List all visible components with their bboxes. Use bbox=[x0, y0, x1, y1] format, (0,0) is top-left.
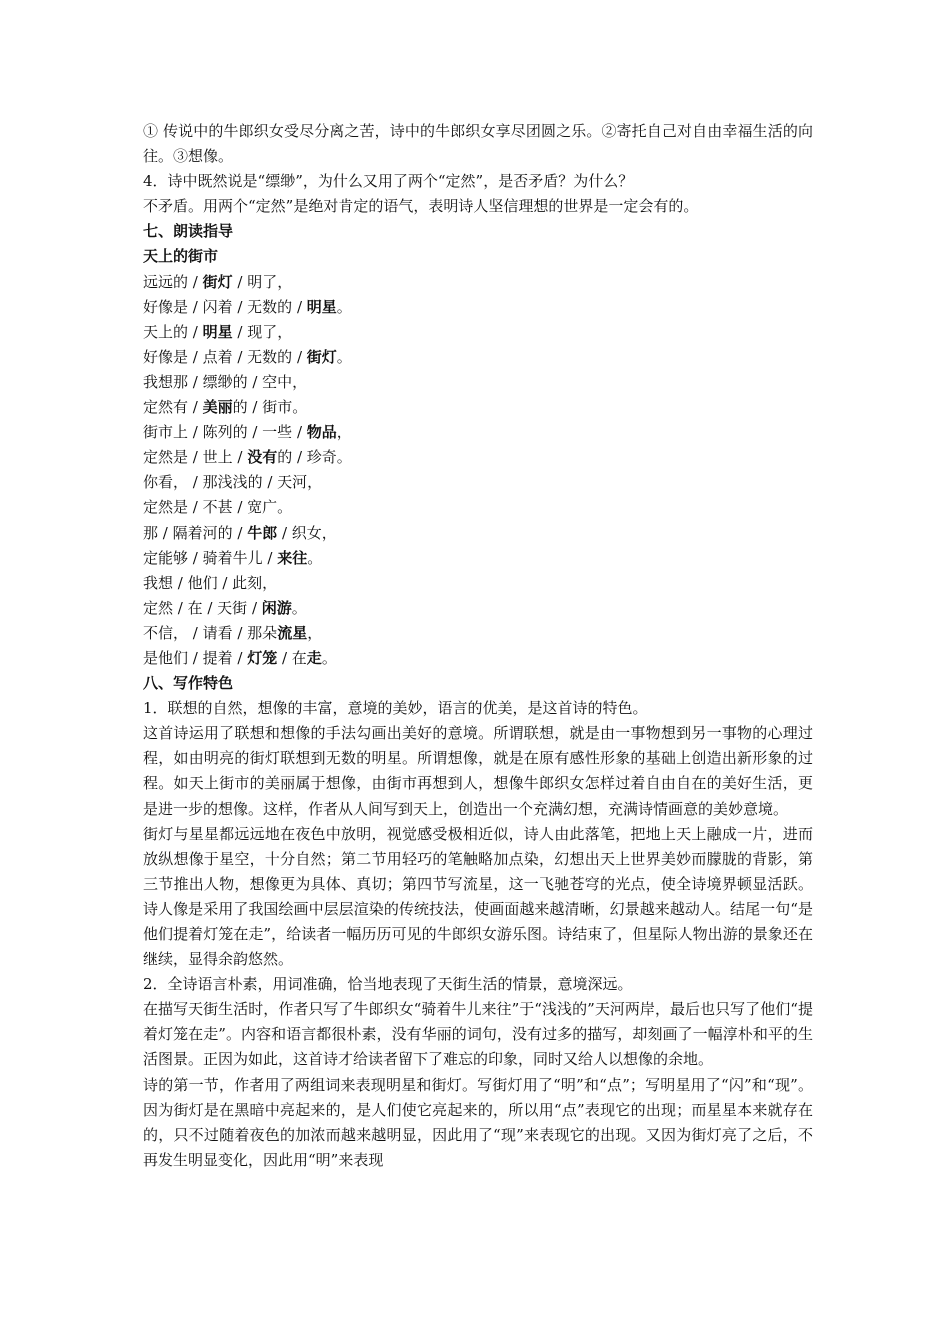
poem-line bbox=[143, 571, 813, 596]
poem-line bbox=[143, 521, 813, 546]
feature-point-2: 2．全诗语言朴素，用词准确，恰当地表现了天街生活的情景，意境深远。 bbox=[143, 975, 633, 994]
poem-emphasis-word: 美丽 bbox=[202, 398, 233, 417]
poem-text-segment: ， bbox=[336, 423, 352, 442]
poem-text-segment: 街市上 / 陈列的 / 一些 / bbox=[143, 423, 307, 442]
poem-line bbox=[143, 646, 813, 671]
feature-paragraph-3: 在描写天街生活时，作者只写了牛郎织女“骑着牛儿来往”于“浅浅的”天河两岸，最后也只写了他们“提着灯笼在走”。内容和语言都很朴素，没有华丽的词句，没有过多的描写，却刻画了一幅淳朴和平的生活图景。正因为如此，这首诗才给读者留下了难忘的印象，同时又给人以想像的余地。 bbox=[143, 1000, 813, 1069]
poem-emphasis-word: 流星 bbox=[277, 623, 308, 642]
answer-4-text: 不矛盾。用两个“定然”是绝对肯定的语气，表明诗人坚信理想的世界是一定会有的。 bbox=[143, 197, 699, 216]
poem-line bbox=[143, 320, 813, 345]
document-body bbox=[143, 119, 813, 1173]
poem-text-segment: 定然 / 在 / 天街 / bbox=[143, 598, 262, 617]
poem-text-segment: 我想 / 他们 / 此刻， bbox=[143, 573, 278, 592]
section-7-heading: 七、朗读指导 bbox=[143, 222, 234, 241]
poem-line bbox=[143, 370, 813, 395]
poem-line bbox=[143, 295, 813, 320]
poem-line bbox=[143, 621, 813, 646]
poem-emphasis-word: 没有 bbox=[247, 448, 278, 467]
poem-text-segment: 好像是 / 点着 / 无数的 / bbox=[143, 347, 307, 366]
poem-text-segment: / 织女， bbox=[277, 523, 337, 542]
poem-emphasis-word: 来往 bbox=[277, 548, 308, 567]
poem-text-segment: 定然是 / 世上 / bbox=[143, 448, 248, 467]
poem-text-segment: / 明了， bbox=[232, 272, 293, 291]
poem-line bbox=[143, 495, 813, 520]
poem-emphasis-word: 物品 bbox=[306, 423, 337, 442]
poem-emphasis-word: 街灯 bbox=[202, 272, 233, 291]
poem-text-segment: 。 bbox=[336, 347, 352, 366]
poem-text-segment: 天上的 / bbox=[143, 322, 203, 341]
poem-text-segment: 。 bbox=[291, 598, 307, 617]
poem-text-segment: 定能够 / 骑着牛儿 / bbox=[143, 548, 278, 567]
poem-emphasis-word: 街灯 bbox=[306, 347, 337, 366]
poem-text-segment: 好像是 / 闪着 / 无数的 / bbox=[143, 297, 307, 316]
poem-line bbox=[143, 420, 813, 445]
question-4-text: 4．诗中既然说是“缥缈”，为什么又用了两个“定然”，是否矛盾？为什么？ bbox=[143, 172, 634, 191]
poem-text-segment: ， bbox=[307, 623, 323, 642]
poem-text-segment: 不信， / 请看 / 那朵 bbox=[143, 623, 278, 642]
poem-emphasis-word: 牛郎 bbox=[247, 523, 278, 542]
poem-text-segment: 定然有 / bbox=[143, 398, 203, 417]
poem-text-segment: 你看， / 那浅浅的 / 天河， bbox=[143, 473, 323, 492]
poem-line bbox=[143, 345, 813, 370]
poem-emphasis-word: 灯笼 bbox=[247, 648, 278, 667]
poem-emphasis-word: 闲游 bbox=[261, 598, 292, 617]
poem-line bbox=[143, 445, 813, 470]
section-8-heading: 八、写作特色 bbox=[143, 674, 234, 693]
feature-point-1: 1．联想的自然，想像的丰富，意境的美妙，语言的优美，是这首诗的特色。 bbox=[143, 699, 648, 718]
poem-text-segment: 是他们 / 提着 / bbox=[143, 648, 248, 667]
poem-emphasis-word: 明星 bbox=[306, 297, 337, 316]
poem-line bbox=[143, 270, 813, 295]
poem-text-segment: 的 / 街市。 bbox=[232, 398, 308, 417]
poem-text-segment: 。 bbox=[336, 297, 352, 316]
poem-line bbox=[143, 546, 813, 571]
poem-title: 天上的街市 bbox=[143, 247, 219, 266]
poem-reading-guide bbox=[143, 270, 813, 672]
feature-paragraph-4: 诗的第一节，作者用了两组词来表现明星和街灯。写街灯用了“明”和“点”；写明星用了“闪”和“现”。因为街灯是在黑暗中亮起来的，是人们使它亮起来的，所以用“点”表现它的出现；而星星本来就存在的，只不过随着夜色的加浓而越来越明显，因此用了“现”来表现它的出现。又因为街灯亮了之后，不再发生明显变化，因此用“明”来表现 bbox=[143, 1075, 813, 1169]
poem-text-segment: / 现了， bbox=[232, 322, 293, 341]
poem-text-segment: 。 bbox=[307, 548, 323, 567]
poem-line bbox=[143, 596, 813, 621]
poem-emphasis-word: 明星 bbox=[202, 322, 233, 341]
feature-paragraph-2: 街灯与星星都远远地在夜色中放明，视觉感受极相近似，诗人由此落笔，把地上天上融成一片，进而放纵想像于星空，十分自然；第二节用轻巧的笔触略加点染，幻想出天上世界美妙而朦胧的背影，第三节推出人物，想像更为具体、真切；第四节写流星，这一飞驰苍穹的光点，使全诗境界顿显活跃。诗人像是采用了我国绘画中层层渲染的传统技法，使画面越来越清晰，幻景越来越动人。结尾一句“是他们提着灯笼在走”，给读者一幅历历可见的牛郎织女游乐图。诗结束了，但星际人物出游的景象还在继续，显得余韵悠然。 bbox=[143, 824, 813, 969]
answer-3-text: ① 传说中的牛郎织女受尽分离之苦，诗中的牛郎织女享尽团圆之乐。②寄托自己对自由幸福生活的向往。③想像。 bbox=[143, 122, 813, 166]
poem-emphasis-word: 走 bbox=[306, 648, 322, 667]
poem-line bbox=[143, 395, 813, 420]
poem-text-segment: / 在 bbox=[277, 648, 307, 667]
poem-text-segment: 。 bbox=[321, 648, 337, 667]
poem-text-segment: 那 / 隔着河的 / bbox=[143, 523, 248, 542]
poem-text-segment: 远远的 / bbox=[143, 272, 203, 291]
poem-text-segment: 我想那 / 缥缈的 / 空中， bbox=[143, 372, 308, 391]
poem-text-segment: 定然是 / 不甚 / 宽广。 bbox=[143, 498, 293, 517]
poem-text-segment: 的 / 珍奇。 bbox=[277, 448, 352, 467]
feature-paragraph-1: 这首诗运用了联想和想像的手法勾画出美好的意境。所谓联想，就是由一事物想到另一事物的心理过程，如由明亮的街灯联想到无数的明星。所谓想像，就是在原有感性形象的基础上创造出新形象的过程。如天上街市的美丽属于想像，由街市再想到人，想像牛郎织女怎样过着自由自在的美好生活，更是进一步的想像。这样，作者从人间写到天上，创造出一个充满幻想，充满诗情画意的美妙意境。 bbox=[143, 724, 813, 818]
poem-line bbox=[143, 470, 813, 495]
